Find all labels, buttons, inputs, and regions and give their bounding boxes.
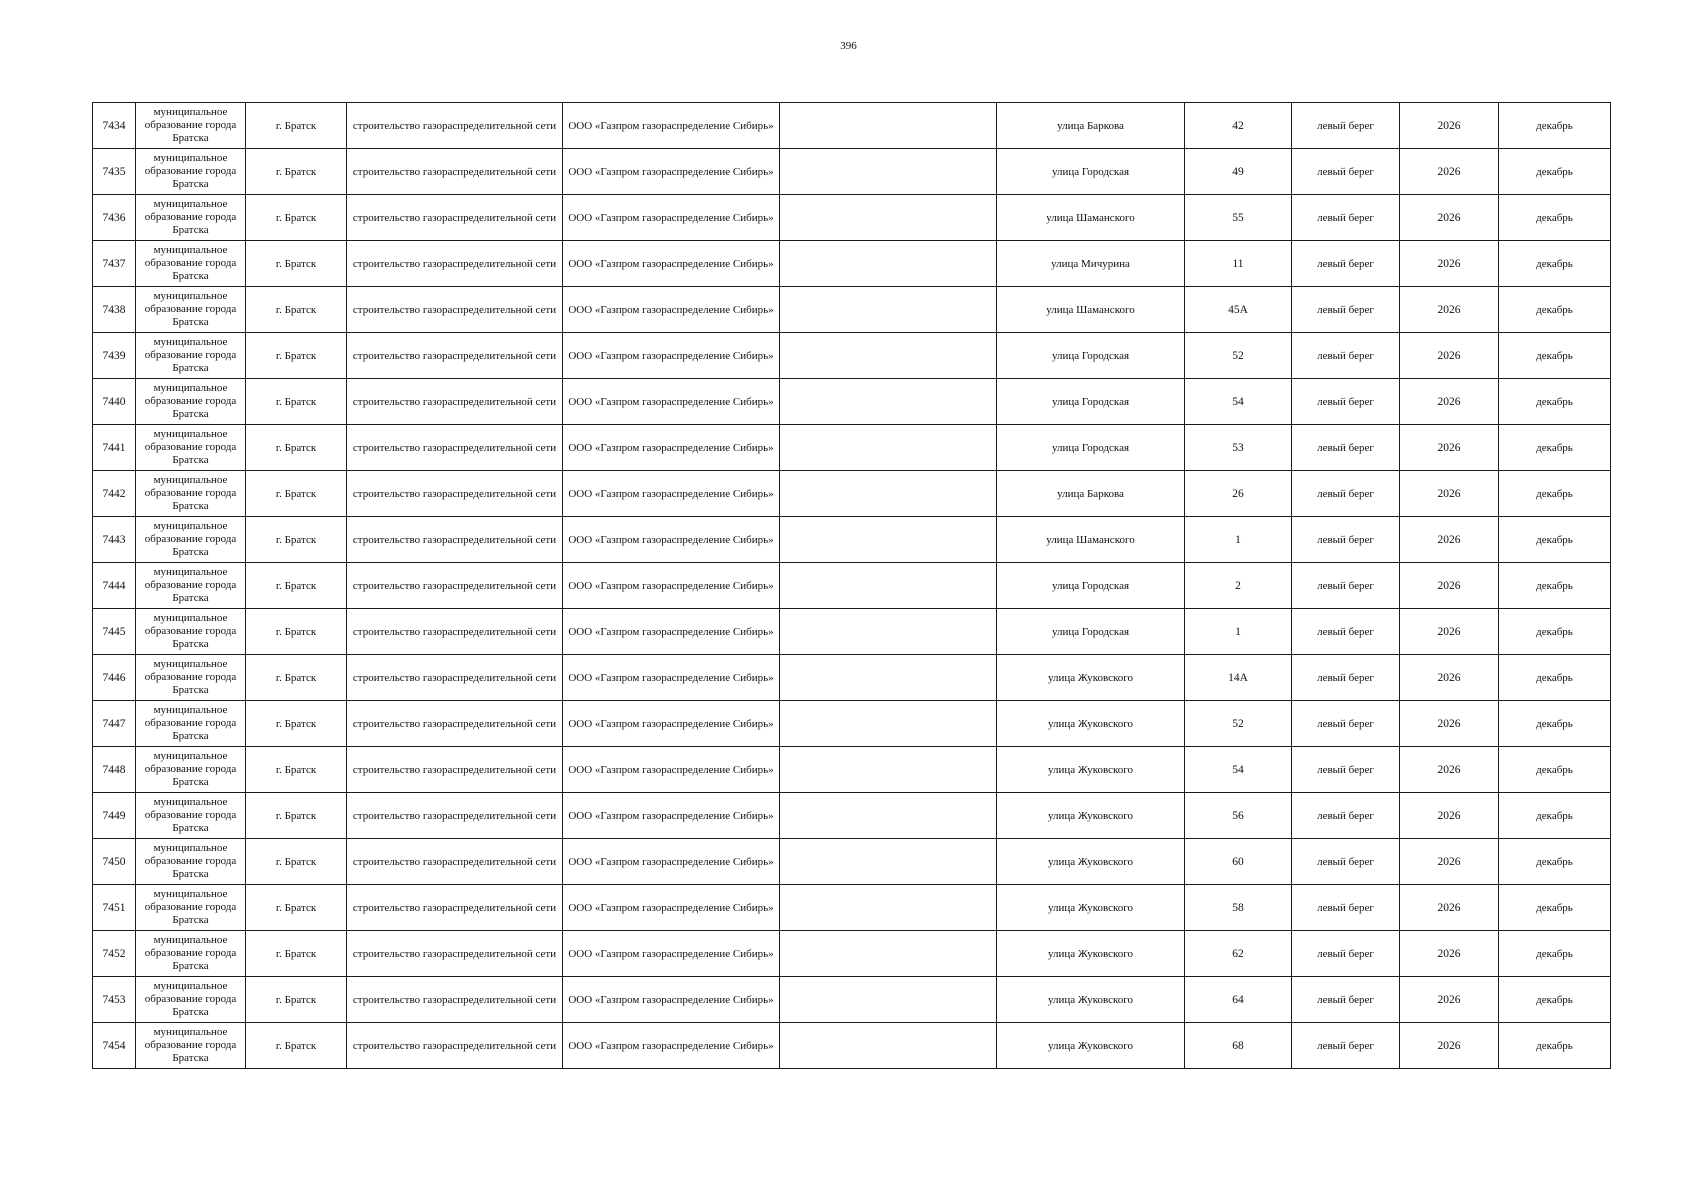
river-bank-cell: левый берег	[1292, 839, 1400, 885]
empty-cell	[780, 379, 997, 425]
empty-cell	[780, 931, 997, 977]
year-cell: 2026	[1400, 517, 1499, 563]
city-cell: г. Братск	[246, 655, 347, 701]
row-number-cell: 7450	[93, 839, 136, 885]
house-number-cell: 42	[1185, 103, 1292, 149]
month-cell: декабрь	[1499, 425, 1611, 471]
street-cell: улица Городская	[997, 425, 1185, 471]
empty-cell	[780, 747, 997, 793]
city-cell: г. Братск	[246, 701, 347, 747]
table-row	[93, 471, 1611, 517]
row-number-cell: 7436	[93, 195, 136, 241]
work-type-cell: строительство газораспределительной сети	[347, 425, 563, 471]
city-cell: г. Братск	[246, 333, 347, 379]
row-number-cell: 7438	[93, 287, 136, 333]
river-bank-cell: левый берег	[1292, 563, 1400, 609]
river-bank-cell: левый берег	[1292, 931, 1400, 977]
house-number-cell: 62	[1185, 931, 1292, 977]
street-cell: улица Баркова	[997, 103, 1185, 149]
month-cell: декабрь	[1499, 839, 1611, 885]
table-row	[93, 333, 1611, 379]
month-cell: декабрь	[1499, 1023, 1611, 1069]
year-cell: 2026	[1400, 655, 1499, 701]
company-cell: ООО «Газпром газораспределение Сибирь»	[563, 1023, 780, 1069]
year-cell: 2026	[1400, 425, 1499, 471]
company-cell: ООО «Газпром газораспределение Сибирь»	[563, 287, 780, 333]
row-number-cell: 7441	[93, 425, 136, 471]
year-cell: 2026	[1400, 747, 1499, 793]
street-cell: улица Городская	[997, 609, 1185, 655]
page-number: 396	[840, 40, 857, 52]
empty-cell	[780, 977, 997, 1023]
row-number-cell: 7446	[93, 655, 136, 701]
year-cell: 2026	[1400, 931, 1499, 977]
company-cell: ООО «Газпром газораспределение Сибирь»	[563, 425, 780, 471]
table-row	[93, 701, 1611, 747]
city-cell: г. Братск	[246, 609, 347, 655]
year-cell: 2026	[1400, 149, 1499, 195]
house-number-cell: 68	[1185, 1023, 1292, 1069]
company-cell: ООО «Газпром газораспределение Сибирь»	[563, 333, 780, 379]
year-cell: 2026	[1400, 103, 1499, 149]
table-row	[93, 425, 1611, 471]
row-number-cell: 7445	[93, 609, 136, 655]
row-number-cell: 7453	[93, 977, 136, 1023]
house-number-cell: 53	[1185, 425, 1292, 471]
empty-cell	[780, 333, 997, 379]
company-cell: ООО «Газпром газораспределение Сибирь»	[563, 655, 780, 701]
house-number-cell: 58	[1185, 885, 1292, 931]
city-cell: г. Братск	[246, 747, 347, 793]
owner-cell: муниципальное образование города Братска	[136, 425, 246, 471]
empty-cell	[780, 885, 997, 931]
table-row	[93, 195, 1611, 241]
street-cell: улица Жуковского	[997, 655, 1185, 701]
city-cell: г. Братск	[246, 241, 347, 287]
table-row	[93, 977, 1611, 1023]
city-cell: г. Братск	[246, 885, 347, 931]
river-bank-cell: левый берег	[1292, 471, 1400, 517]
river-bank-cell: левый берег	[1292, 701, 1400, 747]
house-number-cell: 56	[1185, 793, 1292, 839]
city-cell: г. Братск	[246, 195, 347, 241]
house-number-cell: 49	[1185, 149, 1292, 195]
work-type-cell: строительство газораспределительной сети	[347, 241, 563, 287]
work-type-cell: строительство газораспределительной сети	[347, 149, 563, 195]
year-cell: 2026	[1400, 241, 1499, 287]
house-number-cell: 1	[1185, 609, 1292, 655]
owner-cell: муниципальное образование города Братска	[136, 195, 246, 241]
table-row	[93, 517, 1611, 563]
year-cell: 2026	[1400, 885, 1499, 931]
month-cell: декабрь	[1499, 885, 1611, 931]
owner-cell: муниципальное образование города Братска	[136, 149, 246, 195]
year-cell: 2026	[1400, 287, 1499, 333]
row-number-cell: 7444	[93, 563, 136, 609]
house-number-cell: 55	[1185, 195, 1292, 241]
city-cell: г. Братск	[246, 471, 347, 517]
registry-table	[92, 102, 1611, 1069]
empty-cell	[780, 517, 997, 563]
month-cell: декабрь	[1499, 655, 1611, 701]
house-number-cell: 14А	[1185, 655, 1292, 701]
table-row	[93, 931, 1611, 977]
city-cell: г. Братск	[246, 839, 347, 885]
table-row	[93, 747, 1611, 793]
company-cell: ООО «Газпром газораспределение Сибирь»	[563, 379, 780, 425]
work-type-cell: строительство газораспределительной сети	[347, 655, 563, 701]
company-cell: ООО «Газпром газораспределение Сибирь»	[563, 103, 780, 149]
year-cell: 2026	[1400, 471, 1499, 517]
street-cell: улица Мичурина	[997, 241, 1185, 287]
house-number-cell: 54	[1185, 379, 1292, 425]
empty-cell	[780, 839, 997, 885]
owner-cell: муниципальное образование города Братска	[136, 517, 246, 563]
work-type-cell: строительство газораспределительной сети	[347, 747, 563, 793]
row-number-cell: 7440	[93, 379, 136, 425]
row-number-cell: 7435	[93, 149, 136, 195]
table-row	[93, 609, 1611, 655]
street-cell: улица Жуковского	[997, 747, 1185, 793]
house-number-cell: 2	[1185, 563, 1292, 609]
work-type-cell: строительство газораспределительной сети	[347, 839, 563, 885]
empty-cell	[780, 425, 997, 471]
empty-cell	[780, 471, 997, 517]
street-cell: улица Баркова	[997, 471, 1185, 517]
work-type-cell: строительство газораспределительной сети	[347, 379, 563, 425]
owner-cell: муниципальное образование города Братска	[136, 977, 246, 1023]
work-type-cell: строительство газораспределительной сети	[347, 195, 563, 241]
street-cell: улица Жуковского	[997, 793, 1185, 839]
empty-cell	[780, 103, 997, 149]
empty-cell	[780, 701, 997, 747]
house-number-cell: 60	[1185, 839, 1292, 885]
river-bank-cell: левый берег	[1292, 103, 1400, 149]
company-cell: ООО «Газпром газораспределение Сибирь»	[563, 839, 780, 885]
empty-cell	[780, 195, 997, 241]
work-type-cell: строительство газораспределительной сети	[347, 885, 563, 931]
table-row	[93, 103, 1611, 149]
month-cell: декабрь	[1499, 517, 1611, 563]
owner-cell: муниципальное образование города Братска	[136, 563, 246, 609]
month-cell: декабрь	[1499, 747, 1611, 793]
row-number-cell: 7443	[93, 517, 136, 563]
empty-cell	[780, 655, 997, 701]
owner-cell: муниципальное образование города Братска	[136, 241, 246, 287]
row-number-cell: 7447	[93, 701, 136, 747]
street-cell: улица Жуковского	[997, 701, 1185, 747]
owner-cell: муниципальное образование города Братска	[136, 793, 246, 839]
month-cell: декабрь	[1499, 793, 1611, 839]
empty-cell	[780, 241, 997, 287]
work-type-cell: строительство газораспределительной сети	[347, 517, 563, 563]
table-row	[93, 839, 1611, 885]
river-bank-cell: левый берег	[1292, 885, 1400, 931]
street-cell: улица Городская	[997, 563, 1185, 609]
row-number-cell: 7434	[93, 103, 136, 149]
month-cell: декабрь	[1499, 333, 1611, 379]
river-bank-cell: левый берег	[1292, 241, 1400, 287]
row-number-cell: 7449	[93, 793, 136, 839]
work-type-cell: строительство газораспределительной сети	[347, 471, 563, 517]
house-number-cell: 64	[1185, 977, 1292, 1023]
river-bank-cell: левый берег	[1292, 425, 1400, 471]
table-row	[93, 379, 1611, 425]
row-number-cell: 7437	[93, 241, 136, 287]
month-cell: декабрь	[1499, 287, 1611, 333]
work-type-cell: строительство газораспределительной сети	[347, 103, 563, 149]
street-cell: улица Городская	[997, 379, 1185, 425]
month-cell: декабрь	[1499, 379, 1611, 425]
work-type-cell: строительство газораспределительной сети	[347, 701, 563, 747]
work-type-cell: строительство газораспределительной сети	[347, 1023, 563, 1069]
house-number-cell: 26	[1185, 471, 1292, 517]
row-number-cell: 7442	[93, 471, 136, 517]
table-row	[93, 885, 1611, 931]
owner-cell: муниципальное образование города Братска	[136, 471, 246, 517]
river-bank-cell: левый берег	[1292, 977, 1400, 1023]
year-cell: 2026	[1400, 977, 1499, 1023]
empty-cell	[780, 149, 997, 195]
month-cell: декабрь	[1499, 471, 1611, 517]
owner-cell: муниципальное образование города Братска	[136, 333, 246, 379]
owner-cell: муниципальное образование города Братска	[136, 103, 246, 149]
table-row	[93, 149, 1611, 195]
owner-cell: муниципальное образование города Братска	[136, 885, 246, 931]
year-cell: 2026	[1400, 195, 1499, 241]
street-cell: улица Шаманского	[997, 517, 1185, 563]
owner-cell: муниципальное образование города Братска	[136, 287, 246, 333]
city-cell: г. Братск	[246, 793, 347, 839]
month-cell: декабрь	[1499, 977, 1611, 1023]
house-number-cell: 45А	[1185, 287, 1292, 333]
company-cell: ООО «Газпром газораспределение Сибирь»	[563, 195, 780, 241]
company-cell: ООО «Газпром газораспределение Сибирь»	[563, 609, 780, 655]
river-bank-cell: левый берег	[1292, 609, 1400, 655]
empty-cell	[780, 793, 997, 839]
year-cell: 2026	[1400, 1023, 1499, 1069]
city-cell: г. Братск	[246, 425, 347, 471]
month-cell: декабрь	[1499, 701, 1611, 747]
work-type-cell: строительство газораспределительной сети	[347, 333, 563, 379]
company-cell: ООО «Газпром газораспределение Сибирь»	[563, 885, 780, 931]
owner-cell: муниципальное образование города Братска	[136, 701, 246, 747]
row-number-cell: 7451	[93, 885, 136, 931]
company-cell: ООО «Газпром газораспределение Сибирь»	[563, 149, 780, 195]
street-cell: улица Жуковского	[997, 885, 1185, 931]
street-cell: улица Жуковского	[997, 1023, 1185, 1069]
street-cell: улица Городская	[997, 333, 1185, 379]
river-bank-cell: левый берег	[1292, 517, 1400, 563]
river-bank-cell: левый берег	[1292, 149, 1400, 195]
owner-cell: муниципальное образование города Братска	[136, 609, 246, 655]
work-type-cell: строительство газораспределительной сети	[347, 563, 563, 609]
row-number-cell: 7454	[93, 1023, 136, 1069]
street-cell: улица Жуковского	[997, 839, 1185, 885]
year-cell: 2026	[1400, 333, 1499, 379]
city-cell: г. Братск	[246, 103, 347, 149]
house-number-cell: 52	[1185, 333, 1292, 379]
owner-cell: муниципальное образование города Братска	[136, 839, 246, 885]
street-cell: улица Шаманского	[997, 287, 1185, 333]
table-row	[93, 241, 1611, 287]
street-cell: улица Жуковского	[997, 977, 1185, 1023]
month-cell: декабрь	[1499, 149, 1611, 195]
city-cell: г. Братск	[246, 287, 347, 333]
month-cell: декабрь	[1499, 609, 1611, 655]
row-number-cell: 7448	[93, 747, 136, 793]
work-type-cell: строительство газораспределительной сети	[347, 793, 563, 839]
owner-cell: муниципальное образование города Братска	[136, 1023, 246, 1069]
row-number-cell: 7452	[93, 931, 136, 977]
owner-cell: муниципальное образование города Братска	[136, 747, 246, 793]
month-cell: декабрь	[1499, 241, 1611, 287]
company-cell: ООО «Газпром газораспределение Сибирь»	[563, 241, 780, 287]
month-cell: декабрь	[1499, 195, 1611, 241]
company-cell: ООО «Газпром газораспределение Сибирь»	[563, 563, 780, 609]
city-cell: г. Братск	[246, 149, 347, 195]
street-cell: улица Шаманского	[997, 195, 1185, 241]
company-cell: ООО «Газпром газораспределение Сибирь»	[563, 517, 780, 563]
table-row	[93, 655, 1611, 701]
river-bank-cell: левый берег	[1292, 655, 1400, 701]
registry-rows	[93, 103, 1611, 1069]
city-cell: г. Братск	[246, 1023, 347, 1069]
month-cell: декабрь	[1499, 103, 1611, 149]
company-cell: ООО «Газпром газораспределение Сибирь»	[563, 793, 780, 839]
river-bank-cell: левый берег	[1292, 747, 1400, 793]
street-cell: улица Городская	[997, 149, 1185, 195]
year-cell: 2026	[1400, 793, 1499, 839]
house-number-cell: 1	[1185, 517, 1292, 563]
work-type-cell: строительство газораспределительной сети	[347, 977, 563, 1023]
month-cell: декабрь	[1499, 563, 1611, 609]
river-bank-cell: левый берег	[1292, 333, 1400, 379]
company-cell: ООО «Газпром газораспределение Сибирь»	[563, 931, 780, 977]
work-type-cell: строительство газораспределительной сети	[347, 609, 563, 655]
month-cell: декабрь	[1499, 931, 1611, 977]
owner-cell: муниципальное образование города Братска	[136, 379, 246, 425]
company-cell: ООО «Газпром газораспределение Сибирь»	[563, 977, 780, 1023]
table-row	[93, 563, 1611, 609]
river-bank-cell: левый берег	[1292, 793, 1400, 839]
house-number-cell: 54	[1185, 747, 1292, 793]
owner-cell: муниципальное образование города Братска	[136, 931, 246, 977]
year-cell: 2026	[1400, 563, 1499, 609]
empty-cell	[780, 609, 997, 655]
work-type-cell: строительство газораспределительной сети	[347, 931, 563, 977]
table-row	[93, 793, 1611, 839]
city-cell: г. Братск	[246, 517, 347, 563]
company-cell: ООО «Газпром газораспределение Сибирь»	[563, 471, 780, 517]
empty-cell	[780, 563, 997, 609]
house-number-cell: 52	[1185, 701, 1292, 747]
owner-cell: муниципальное образование города Братска	[136, 655, 246, 701]
city-cell: г. Братск	[246, 563, 347, 609]
empty-cell	[780, 1023, 997, 1069]
city-cell: г. Братск	[246, 931, 347, 977]
city-cell: г. Братск	[246, 977, 347, 1023]
river-bank-cell: левый берег	[1292, 287, 1400, 333]
table-row	[93, 287, 1611, 333]
year-cell: 2026	[1400, 701, 1499, 747]
work-type-cell: строительство газораспределительной сети	[347, 287, 563, 333]
row-number-cell: 7439	[93, 333, 136, 379]
company-cell: ООО «Газпром газораспределение Сибирь»	[563, 747, 780, 793]
river-bank-cell: левый берег	[1292, 1023, 1400, 1069]
year-cell: 2026	[1400, 839, 1499, 885]
city-cell: г. Братск	[246, 379, 347, 425]
year-cell: 2026	[1400, 609, 1499, 655]
empty-cell	[780, 287, 997, 333]
table-row	[93, 1023, 1611, 1069]
river-bank-cell: левый берег	[1292, 195, 1400, 241]
river-bank-cell: левый берег	[1292, 379, 1400, 425]
company-cell: ООО «Газпром газораспределение Сибирь»	[563, 701, 780, 747]
year-cell: 2026	[1400, 379, 1499, 425]
house-number-cell: 11	[1185, 241, 1292, 287]
street-cell: улица Жуковского	[997, 931, 1185, 977]
